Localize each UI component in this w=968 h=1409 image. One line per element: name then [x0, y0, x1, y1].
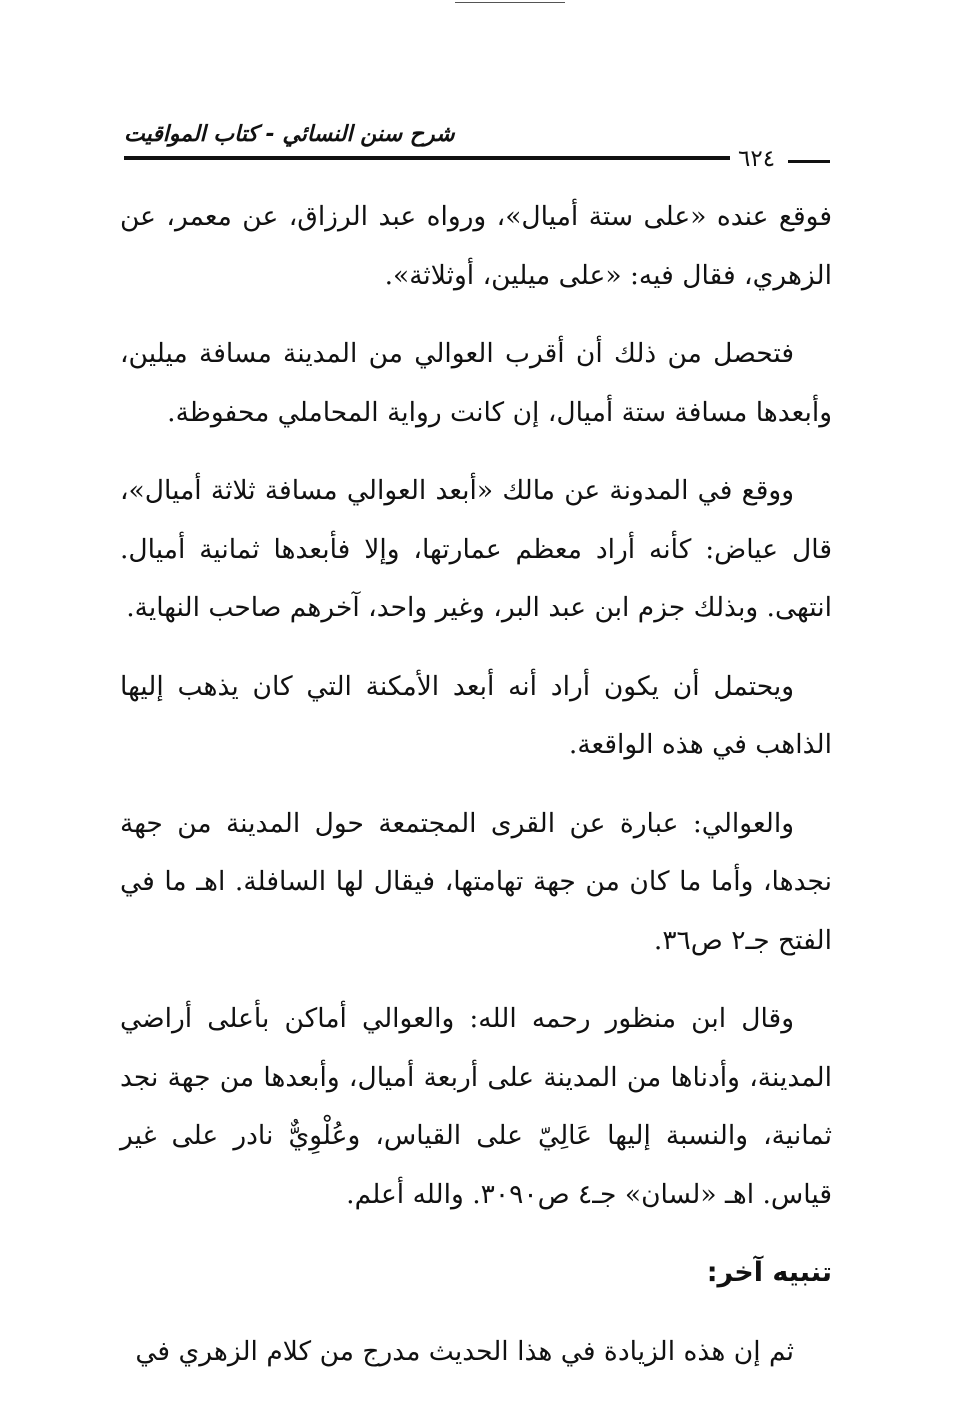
body-text — [120, 188, 832, 1401]
running-header — [122, 122, 832, 180]
top-edge-rule — [455, 2, 565, 3]
paragraph-7: ثم إن هذه الزيادة في هذا الحديث مدرج من كلام الزهري في — [135, 1335, 794, 1367]
paragraph-3: ووقع في المدونة عن مالك «أبعد العوالي مسافة ثلاثة أميال»، قال عياض: كأنه أراد معظم عمارتها، وإلا فأبعدها ثمانية أميال. انتهى. وبذلك جزم ابن عبد البر، وغير واحد، آخرهم صاحب النهاية. — [120, 475, 832, 623]
paragraph-4: ويحتمل أن يكون أراد أنه أبعد الأمكنة التي كان يذهب إليها الذاهب في هذه الواقعة. — [120, 670, 832, 760]
header-title: شرح سنن النسائي - كتاب المواقيت — [124, 122, 455, 147]
page-number: ٦٢٤ — [738, 146, 776, 172]
header-rule — [124, 156, 730, 160]
page-number-dash — [788, 160, 830, 163]
paragraph-6: وقال ابن منظور رحمه الله: والعوالي أماكن بأعلى أراضي المدينة، وأدناها من المدينة على أربعة أميال، وأبعدها من جهة نجد ثمانية، والنسبة إليها عَالِيّ على القياس، وعُلْوِيٌّ نادر على غير قياس. اهـ «لسان» جـ٤ ص٣٠٩٠. والله أعلم. — [120, 1003, 832, 1210]
paragraph-5: والعوالي: عبارة عن القرى المجتمعة حول المدينة من جهة نجدها، وأما ما كان من جهة تهامتها، فيقال لها السافلة. اهـ ما في الفتح جـ٢ ص٣٦. — [120, 807, 832, 956]
paragraph-2: فتحصل من ذلك أن أقرب العوالي من المدينة مسافة ميلين، وأبعدها مسافة ستة أميال، إن كانت رواية المحاملي محفوظة. — [120, 338, 832, 428]
section-subheading: تنبيه آخر: — [706, 1257, 832, 1288]
paragraph-1: فوقع عنده «على ستة أميال»، ورواه عبد الرزاق، عن معمر، عن الزهري، فقال فيه: «على ميلين، أوثلاثة». — [120, 201, 832, 291]
